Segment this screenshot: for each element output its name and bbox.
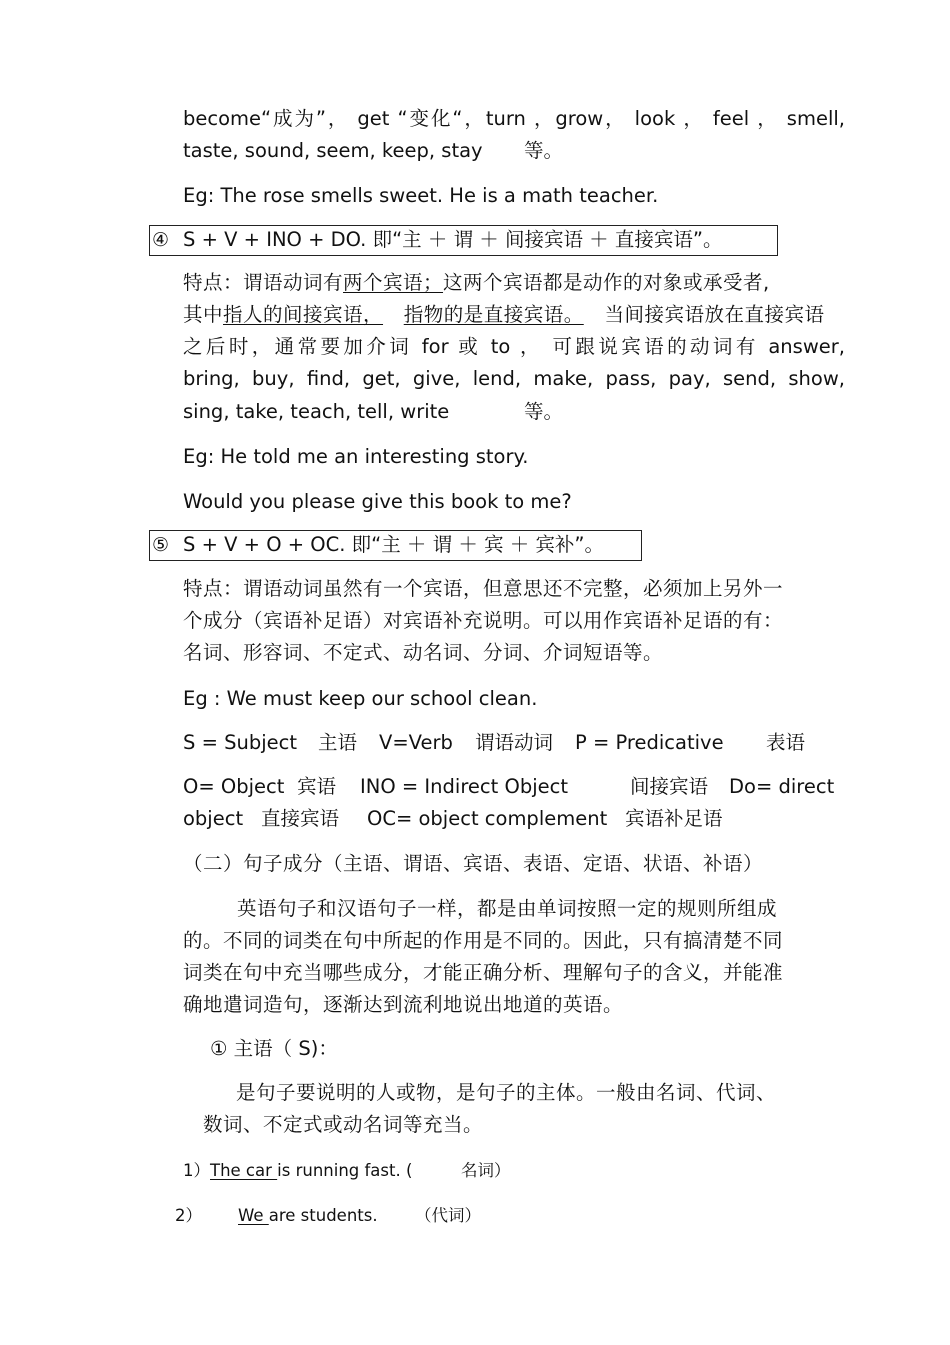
underlined-text: 两个宾语；: [343, 271, 444, 294]
abbrev-term: O= Object: [183, 775, 285, 798]
abbrev-meaning: 主语: [318, 731, 358, 754]
paragraph-line: 是句子要说明的人或物，是句子的主体。一般由名词、代词、: [236, 1081, 777, 1104]
abbrev-term: Do= direct: [729, 775, 835, 798]
abbrev-term: object: [183, 807, 244, 830]
paragraph-line: 英语句子和汉语句子一样，都是由单词按照一定的规则所组成: [237, 897, 778, 920]
abbrev-meaning: 间接宾语: [630, 775, 709, 798]
paragraph-line: 词类在句中充当哪些成分，才能正确分析、理解句子的含义，并能准: [183, 961, 784, 984]
paragraph-line: 数词、不定式或动名词等充当。: [203, 1113, 484, 1136]
abbrev-term: OC= object complement: [367, 807, 608, 830]
example-sentence: Would you please give this book to me?: [183, 490, 572, 513]
abbrev-meaning: 宾语: [297, 775, 337, 798]
text-line: [183, 270, 770, 296]
item-tag: （代词）: [415, 1206, 481, 1225]
abbrev-term: INO = Indirect Object: [360, 775, 568, 798]
text-line: become“成为”， get “变化“，turn ，grow， look ， feel ， smell,: [183, 107, 845, 130]
pattern-box-5: [149, 530, 642, 561]
etc-mark: 等。: [524, 400, 564, 423]
text-line: 之后时，通常要加介词 for 或 to ， 可跟说宾语的动词有 answer,: [183, 335, 845, 358]
text-line: [183, 138, 564, 164]
verb-list: taste, sound, seem, keep, stay: [183, 139, 483, 162]
text-line: 个成分（宾语补足语）对宾语补充说明。可以用作宾语补足语的有：: [183, 609, 784, 632]
pattern-formula: S + V + INO + DO. 即“主 ＋ 谓 ＋ 间接宾语 ＋ 直接宾语”。: [183, 228, 723, 251]
example-sentence: Eg : We must keep our school clean.: [183, 687, 538, 710]
text-span: 特点：谓语动词有: [183, 271, 344, 294]
verb-list: sing, take, teach, tell, write: [183, 400, 450, 423]
pattern-box-4: [149, 225, 778, 256]
underlined-text: 指人的间接宾语，: [223, 303, 384, 326]
text-line: 特点：谓语动词虽然有一个宾语，但意思还不完整，必须加上另外一: [183, 577, 784, 600]
example-sentence: Eg: The rose smells sweet. He is a math teacher.: [183, 184, 659, 207]
paragraph-line: 的。不同的词类在句中所起的作用是不同的。因此，只有搞清楚不同: [183, 929, 784, 952]
example-item-1: [183, 1160, 511, 1182]
text-line: bring, buy, find, get, give, lend, make, pass, pay, send, show,: [183, 367, 845, 390]
item-text: is running fast. (: [277, 1161, 413, 1180]
pattern-formula: S + V + O + OC. 即“主 ＋ 谓 ＋ 宾 ＋ 宾补”。: [183, 533, 605, 556]
example-sentence: Eg: He told me an interesting story.: [183, 445, 529, 468]
abbrev-term: P = Predicative: [575, 731, 724, 754]
etc-mark: 等。: [524, 139, 564, 162]
circled-number: ④: [152, 229, 170, 251]
item-number: 2）: [175, 1206, 202, 1225]
abbrev-term: S = Subject: [183, 731, 298, 754]
abbrev-meaning: 直接宾语: [261, 807, 340, 830]
underlined-subject: The car: [210, 1161, 278, 1180]
circled-number: ⑤: [152, 534, 170, 556]
text-span: 当间接宾语放在直接宾语: [604, 303, 825, 326]
item-number: 1）: [183, 1161, 210, 1180]
text-span: 其中: [183, 303, 224, 326]
underlined-subject: We: [238, 1206, 269, 1225]
section-heading: （二）句子成分（主语、谓语、宾语、表语、定语、状语、补语）: [183, 852, 764, 875]
abbrev-meaning: 宾语补足语: [625, 807, 723, 830]
abbrev-meaning: 表语: [766, 731, 806, 754]
text-line: 名词、形容词、不定式、动名词、分词、介词短语等。: [183, 641, 664, 664]
item-tag: 名词）: [461, 1161, 511, 1180]
example-item-2: [175, 1205, 481, 1227]
item-text: are students.: [268, 1206, 378, 1225]
subsection-heading: ① 主语（ S)：: [210, 1037, 338, 1060]
text-line: [183, 399, 564, 425]
text-span: 这两个宾语都是动作的对象或承受者,: [443, 271, 770, 294]
abbrev-term: V=Verb: [379, 731, 453, 754]
text-line: [183, 302, 824, 328]
underlined-text: 指物的是直接宾语。: [403, 303, 584, 326]
paragraph-line: 确地遣词造句，逐渐达到流利地说出地道的英语。: [183, 993, 624, 1016]
abbrev-meaning: 谓语动词: [475, 731, 554, 754]
